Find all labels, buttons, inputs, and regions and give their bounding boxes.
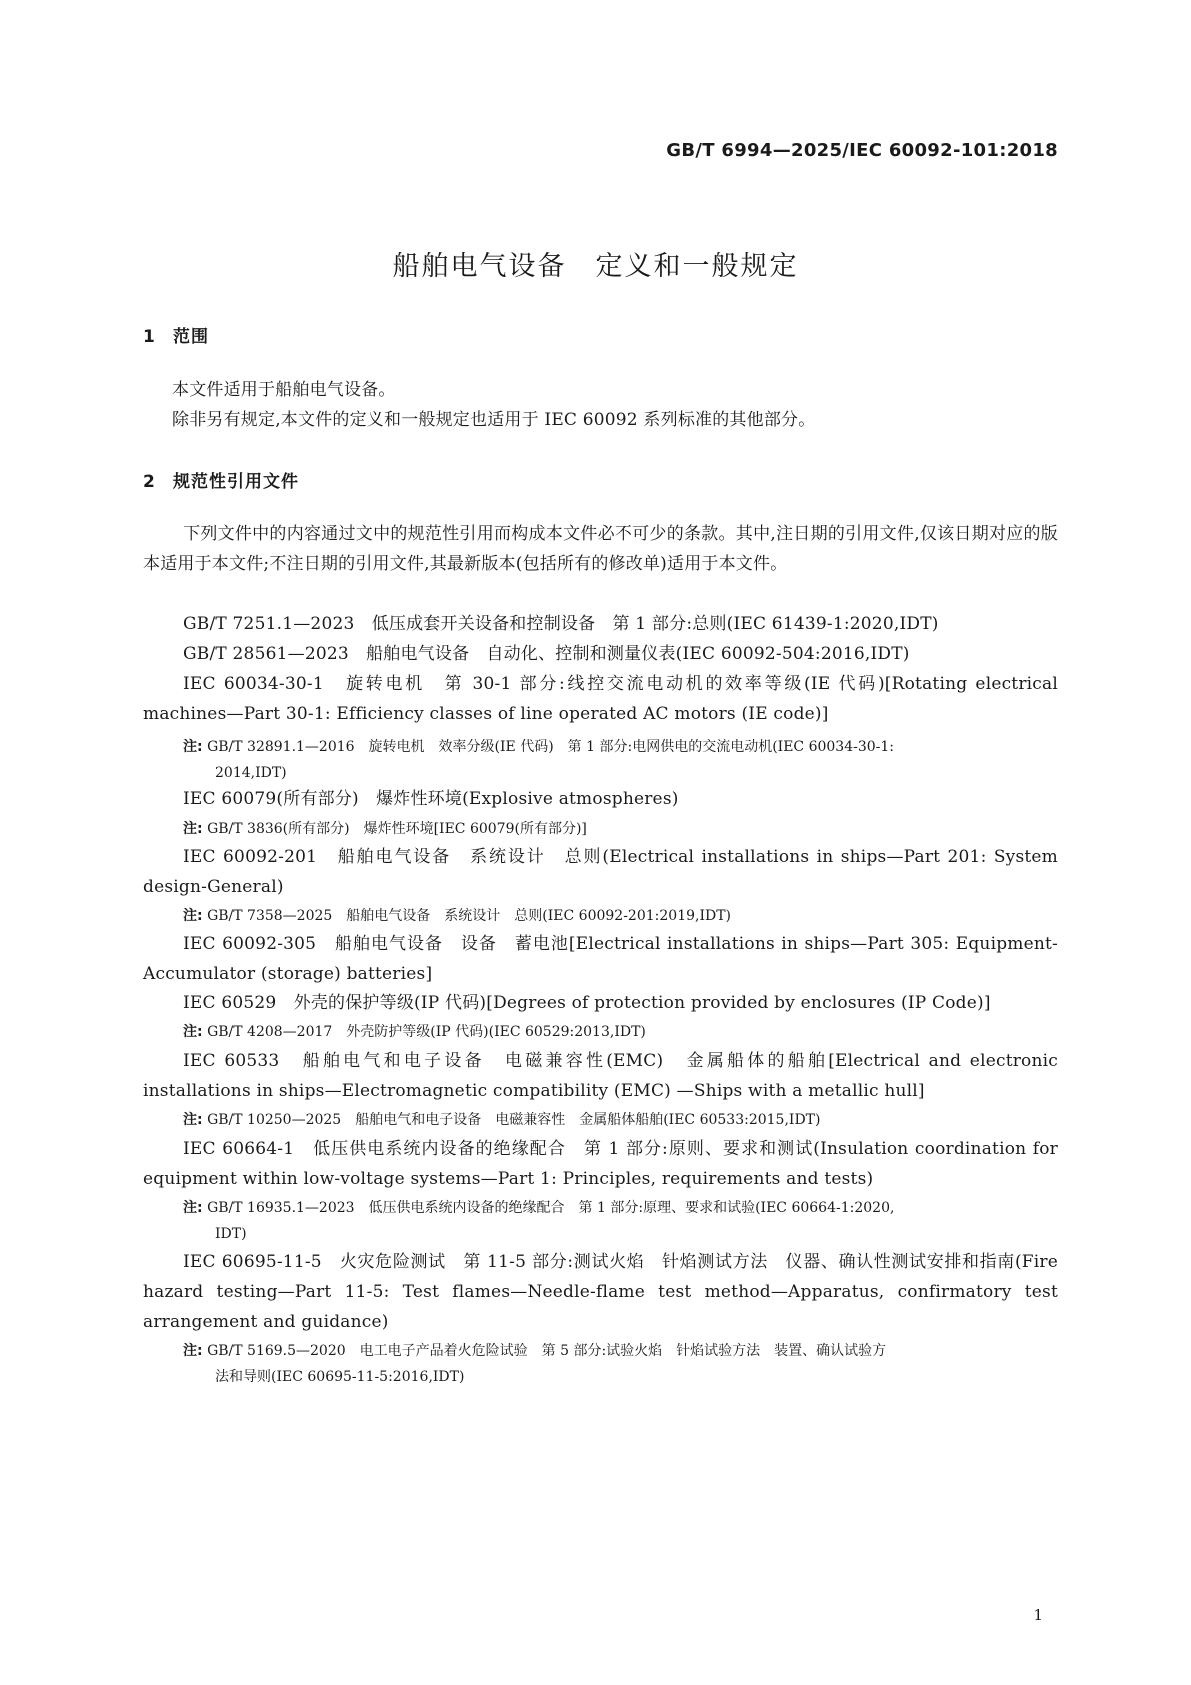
page-number: 1 [1033, 1606, 1043, 1624]
normative-intro-text: 下列文件中的内容通过文中的规范性引用而构成本文件必不可少的条款。其中,注日期的引用文件,仅该日期对应的版本适用于本文件;不注日期的引用文件,其最新版本(包括所有的修改单)适用于本文件。 [143, 524, 1058, 574]
section-2-title: 规范性引用文件 [173, 472, 299, 492]
reference-note: 注: GB/T 3836(所有部分) 爆炸性环境[IEC 60079(所有部分)] [183, 821, 587, 837]
normative-intro [143, 519, 1058, 579]
section-2-heading [143, 467, 299, 492]
reference-item: GB/T 7251.1—2023 低压成套开关设备和控制设备 第 1 部分:总则(IEC 61439-1:2020,IDT) [183, 614, 939, 634]
reference-note: 注: GB/T 10250—2025 船舶电气和电子设备 电磁兼容性 金属船体船舶(IEC 60533:2015,IDT) [183, 1112, 821, 1128]
reference-note: 注: GB/T 32891.1—2016 旋转电机 效率分级(IE 代码) 第 1 部分:电网供电的交流电动机(IEC 60034-30-1: 2014,IDT) [183, 739, 895, 781]
reference-item: GB/T 28561—2023 船舶电气设备 自动化、控制和测量仪表(IEC 60092-504:2016,IDT) [183, 644, 910, 664]
scope-paragraph-1: 本文件适用于船舶电气设备。 [172, 380, 396, 400]
reference-item: IEC 60533 船舶电气和电子设备 电磁兼容性(EMC) 金属船体的船舶[Electrical and electronic installations in ships—Electromagnetic compatibility (EMC) —Ships with a metallic hull] [143, 1051, 1058, 1101]
reference-item: IEC 60092-305 船舶电气设备 设备 蓄电池[Electrical installations in ships—Part 305: Equipment-Accumulator (storage) batteries] [143, 934, 1058, 984]
document-title: 船舶电气设备 定义和一般规定 [392, 251, 799, 282]
note-label: 注: [183, 1343, 203, 1359]
reference-item: IEC 60529 外壳的保护等级(IP 代码)[Degrees of protection provided by enclosures (IP Code)] [183, 993, 991, 1013]
note-label: 注: [183, 1112, 203, 1128]
reference-item: IEC 60664-1 低压供电系统内设备的绝缘配合 第 1 部分:原则、要求和测试(Insulation coordination for equipment within low-voltage systems—Part 1: Principles, requirements and tests) [143, 1139, 1058, 1189]
scope-paragraph-2: 除非另有规定,本文件的定义和一般规定也适用于 IEC 60092 系列标准的其他部分。 [172, 410, 816, 430]
section-2-number: 2 [143, 472, 156, 492]
note-label: 注: [183, 739, 203, 755]
section-1-heading [143, 322, 209, 347]
section-1-title: 范围 [173, 327, 209, 347]
reference-note: 注: GB/T 7358—2025 船舶电气设备 系统设计 总则(IEC 60092-201:2019,IDT) [183, 908, 732, 924]
note-label: 注: [183, 1200, 203, 1216]
reference-note: 注: GB/T 5169.5—2020 电工电子产品着火危险试验 第 5 部分:试验火焰 针焰试验方法 装置、确认试验方 法和导则(IEC 60695-11-5:2016,IDT) [183, 1343, 887, 1385]
reference-item: IEC 60034-30-1 旋转电机 第 30-1 部分:线控交流电动机的效率等级(IE 代码)[Rotating electrical machines—Part 30-1: Efficiency classes of line operated AC motors (IE code)] [143, 674, 1058, 724]
note-label: 注: [183, 908, 203, 924]
note-label: 注: [183, 1024, 203, 1040]
standard-number: GB/T 6994—2025/IEC 60092-101:2018 [666, 140, 1058, 161]
reference-note: 注: GB/T 4208—2017 外壳防护等级(IP 代码)(IEC 60529:2013,IDT) [183, 1024, 646, 1040]
reference-item: IEC 60079(所有部分) 爆炸性环境(Explosive atmospheres) [183, 789, 679, 809]
reference-item: IEC 60695-11-5 火灾危险测试 第 11-5 部分:测试火焰 针焰测试方法 仪器、确认性测试安排和指南(Fire hazard testing—Part 11-5: Test flames—Needle-flame test method—Apparatus, confirmatory test arrangement and guidance) [143, 1252, 1058, 1332]
note-label: 注: [183, 821, 203, 837]
section-1-number: 1 [143, 327, 156, 347]
reference-item: IEC 60092-201 船舶电气设备 系统设计 总则(Electrical installations in ships—Part 201: System design-General) [143, 847, 1058, 897]
reference-note: 注: GB/T 16935.1—2023 低压供电系统内设备的绝缘配合 第 1 部分:原理、要求和试验(IEC 60664-1:2020, IDT) [183, 1200, 895, 1242]
